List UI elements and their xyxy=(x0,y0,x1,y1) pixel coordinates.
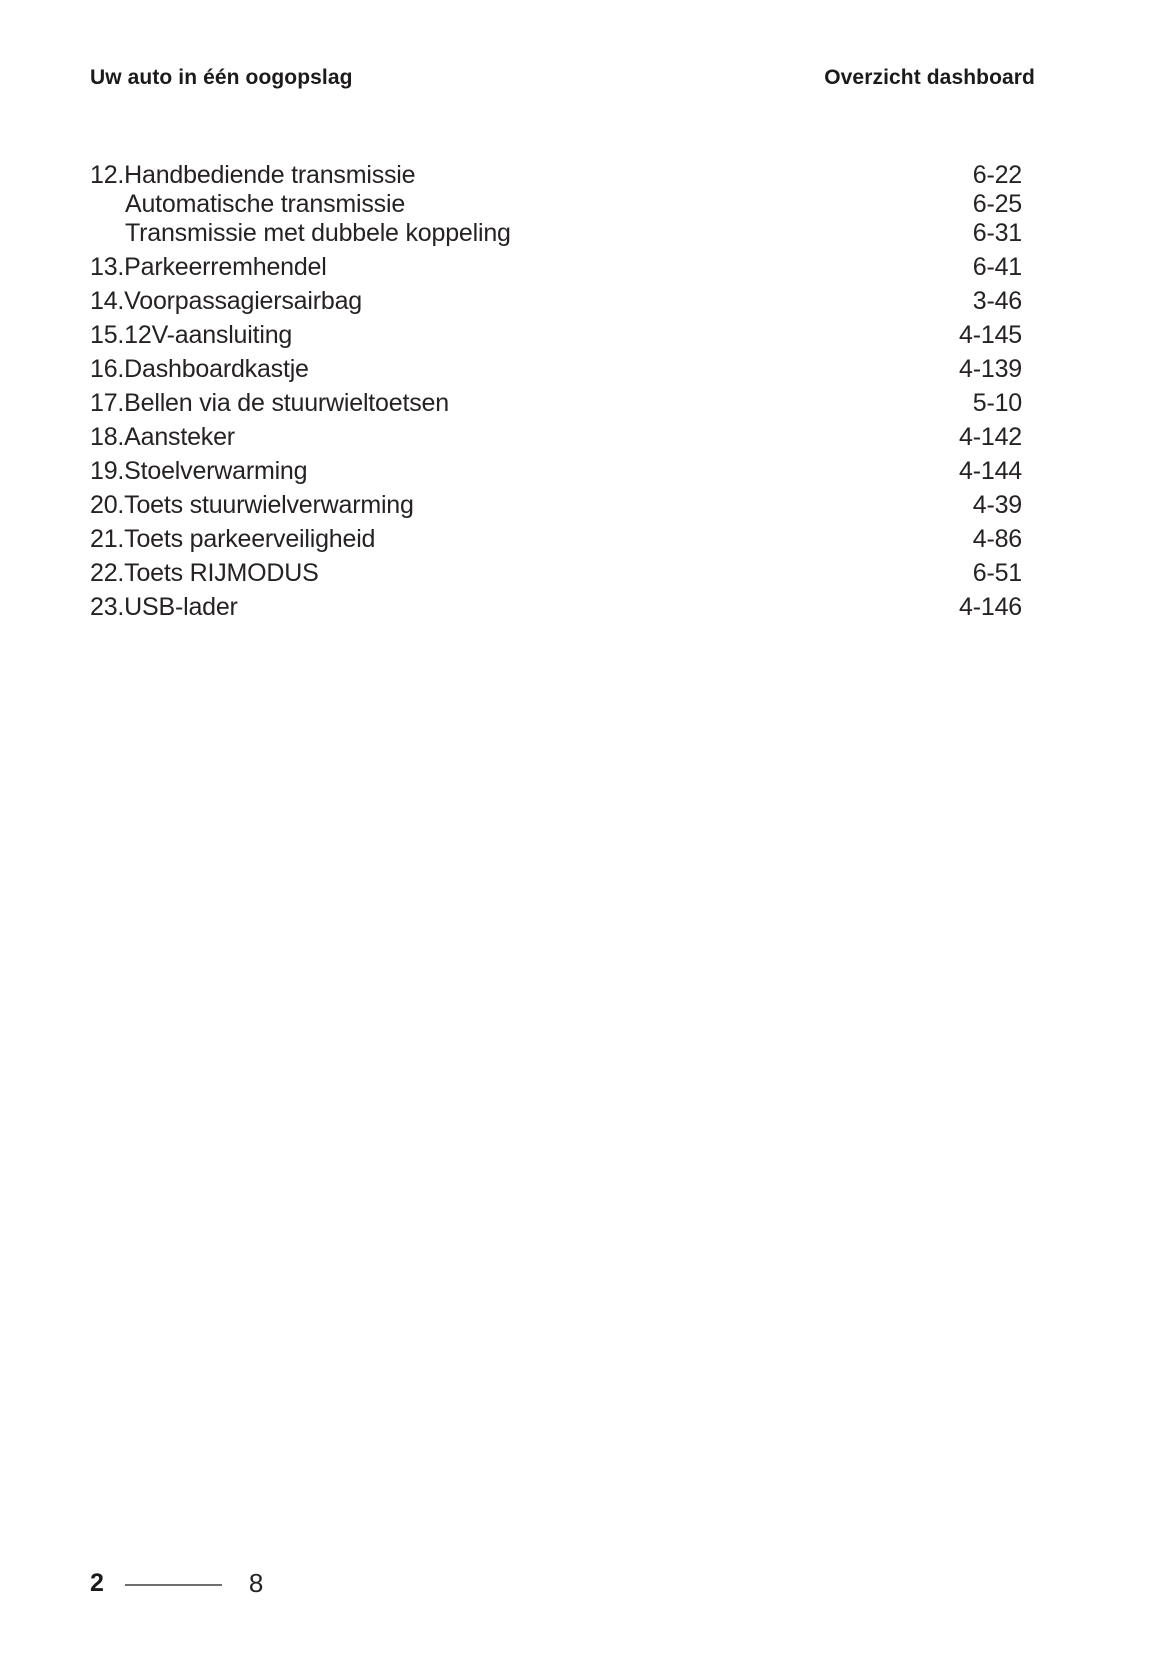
toc-row xyxy=(90,389,1022,418)
toc-entry-page: 4-144 xyxy=(959,457,1022,485)
toc-entry-page: 6-41 xyxy=(972,253,1022,281)
toc-entry-page: 4-39 xyxy=(972,491,1022,519)
toc-entry-page: 3-46 xyxy=(972,287,1022,315)
header-chapter-title: Overzicht dashboard xyxy=(824,66,1035,89)
toc-entry-page: 6-22 xyxy=(972,161,1022,189)
toc-entry-label: Automatische transmissie xyxy=(125,190,406,218)
toc-row xyxy=(90,457,1022,486)
toc-entry-number: 15. xyxy=(90,321,125,349)
toc-entry-text xyxy=(90,457,307,486)
toc-entry-text xyxy=(90,525,375,554)
toc-entry-number: 14. xyxy=(90,287,125,315)
toc-entry-text xyxy=(90,321,292,350)
toc-row xyxy=(90,491,1022,520)
header-section-title: Uw auto in één oogopslag xyxy=(90,66,353,89)
toc-entry-page: 4-139 xyxy=(959,355,1022,383)
page-header xyxy=(90,66,1035,90)
toc-entry-number: 19. xyxy=(90,457,125,485)
toc-entry-page: 4-142 xyxy=(959,423,1022,451)
footer-page-number: 8 xyxy=(248,1567,264,1598)
toc-entry-number: 20. xyxy=(90,491,125,519)
toc-entry-label: Bellen via de stuurwieltoetsen xyxy=(124,389,449,417)
toc-entry-text xyxy=(90,423,235,452)
toc-entry-number: 16. xyxy=(90,355,125,383)
toc-row xyxy=(90,593,1022,622)
toc-entry-label: Toets RIJMODUS xyxy=(124,559,319,587)
toc-entry-page: 4-86 xyxy=(972,525,1022,553)
toc-entry-label: Dashboardkastje xyxy=(124,355,309,383)
toc-row xyxy=(90,321,1022,350)
toc-entry-text xyxy=(90,161,415,190)
footer-divider-line xyxy=(125,1584,222,1586)
toc-entry-page: 6-51 xyxy=(972,559,1022,587)
toc-entry-text xyxy=(90,593,238,622)
page-footer xyxy=(90,1566,263,1600)
toc-row xyxy=(90,287,1022,316)
toc-row xyxy=(90,525,1022,554)
toc-list xyxy=(90,161,1022,622)
toc-entry-number: 18. xyxy=(90,423,125,451)
toc-entry-label: Voorpassagiersairbag xyxy=(124,287,362,315)
toc-entry-page: 5-10 xyxy=(972,389,1022,417)
toc-entry-label: Aansteker xyxy=(124,423,235,451)
toc-entry-text xyxy=(90,491,414,520)
toc-entry-label: Toets stuurwielverwarming xyxy=(124,491,414,519)
toc-entry-label: Parkeerremhendel xyxy=(124,253,327,281)
toc-entry-label: USB-lader xyxy=(124,593,238,621)
toc-entry-number: 12. xyxy=(90,161,125,189)
toc-entry-label: Handbediende transmissie xyxy=(124,161,416,189)
toc-entry-number: 21. xyxy=(90,525,125,553)
toc-entry-page: 4-145 xyxy=(959,321,1022,349)
toc-entry-number: 13. xyxy=(90,253,125,281)
toc-entry-page: 6-31 xyxy=(972,219,1022,247)
toc-row xyxy=(90,559,1022,588)
toc-row xyxy=(90,355,1022,384)
toc-row xyxy=(90,423,1022,452)
toc-entry-number: 22. xyxy=(90,559,125,587)
toc-entry-number: 17. xyxy=(90,389,125,417)
toc-entry-text xyxy=(90,355,309,384)
toc-entry-page: 4-146 xyxy=(959,593,1022,621)
toc-entry-text xyxy=(90,389,449,418)
footer-chapter-number: 2 xyxy=(90,1568,104,1597)
toc-entry-text xyxy=(90,559,319,588)
toc-entry-label: Transmissie met dubbele koppeling xyxy=(125,219,511,247)
toc-entry-label: Stoelverwarming xyxy=(124,457,308,485)
toc-row xyxy=(90,161,1022,190)
toc-entry-text xyxy=(90,219,511,248)
toc-entry-text xyxy=(90,287,362,316)
toc-row xyxy=(90,253,1022,282)
toc-entry-number: 23. xyxy=(90,593,125,621)
toc-entry-label: 12V-aansluiting xyxy=(124,321,293,349)
toc-entry-text xyxy=(90,253,327,282)
toc-row xyxy=(90,219,1022,248)
toc-entry-label: Toets parkeerveiligheid xyxy=(124,525,376,553)
toc-row xyxy=(90,190,1022,219)
toc-entry-page: 6-25 xyxy=(972,190,1022,218)
toc-entry-text xyxy=(90,190,405,219)
